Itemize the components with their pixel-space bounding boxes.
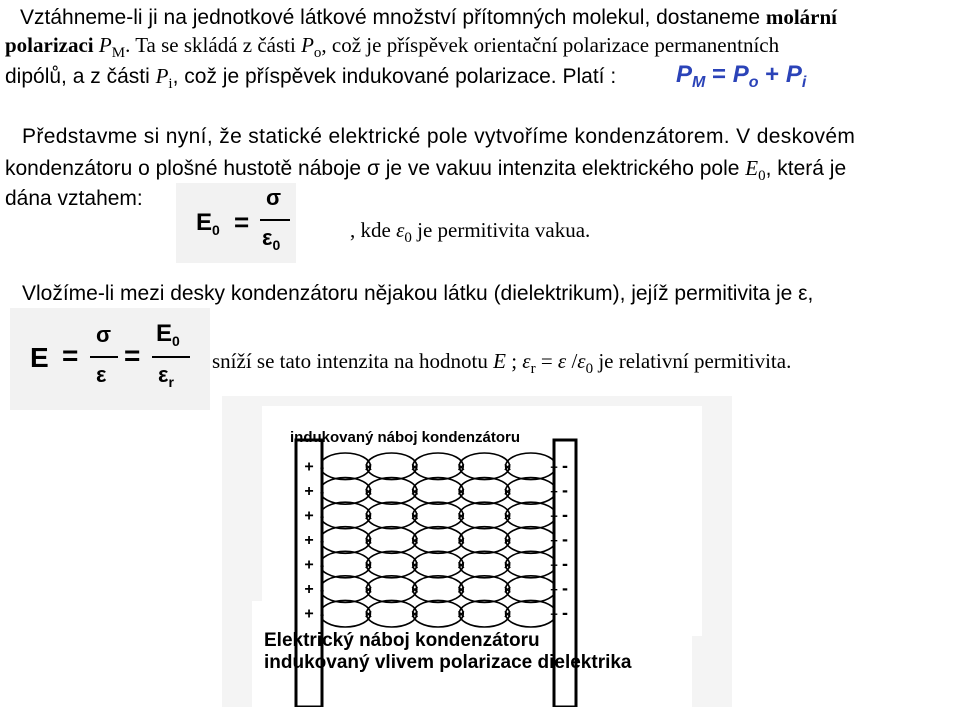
paragraph1-line3: dipólů, a z části $P_i$, což je příspěvek indukované polarizace. Platí : <box>5 64 617 92</box>
paragraph2-line2: kondenzátoru o plošné hustotě náboje σ je ve vakuu intenzita elektrického pole $E_0$, která je <box>5 156 847 184</box>
dipole-charge-marker: × <box>503 557 512 573</box>
right-plate-minus-sign: - <box>562 602 568 623</box>
dipole-charge-marker: + <box>550 557 558 573</box>
capacitor-svg <box>222 396 732 707</box>
dipole-charge-marker: + <box>550 606 558 622</box>
dipole-charge-marker: × <box>503 533 512 548</box>
left-plate-plus-sign: + <box>304 458 314 476</box>
dipole-charge-marker: + <box>550 508 558 524</box>
right-plate-minus-sign: - <box>562 479 568 500</box>
left-plate-plus-sign: + <box>304 581 314 599</box>
dipole-charge-marker: × <box>364 582 373 598</box>
dipole-charge-marker: + <box>550 582 558 598</box>
formula-e-image: E = σ ε = $E_0$ $\varepsilon_r$ <box>10 308 210 410</box>
dipole-charge-marker: × <box>411 508 419 524</box>
dipole-charge-marker: + <box>550 459 558 475</box>
dipole-charge-marker: × <box>457 533 465 548</box>
left-plate-plus-sign: + <box>304 605 314 623</box>
dipole-charge-marker: × <box>503 508 512 524</box>
dipole-charge-marker: × <box>364 483 373 499</box>
left-plate-plus-sign: + <box>304 507 314 525</box>
dipole-charge-marker: - <box>319 557 325 573</box>
dipole-charge-marker: - <box>319 582 325 598</box>
right-plate-minus-sign: - <box>562 553 568 574</box>
left-plate-plus-sign: + <box>304 532 314 549</box>
capacitor-charge-label: Elektrický náboj kondenzátoru <box>264 630 540 651</box>
dipole-charge-marker: × <box>457 606 465 622</box>
dipole-charge-marker: × <box>411 533 419 548</box>
induced-charge-label: indukovaný náboj kondenzátoru <box>290 429 521 446</box>
dipole-charge-marker: × <box>411 459 419 475</box>
dipole-charge-marker: × <box>411 557 419 573</box>
right-plate-minus-sign: - <box>562 578 568 599</box>
right-plate-minus-sign: - <box>562 455 568 476</box>
dipole-charge-marker: × <box>503 483 512 499</box>
dipole-charge-marker: - <box>319 606 325 622</box>
dielectric-capacitor-diagram <box>222 396 732 707</box>
polarization-charge-label: indukovaný vlivem polarizace dielektrika <box>264 652 632 673</box>
molar-polarization-formula: $P_M = P_o + P_i$ <box>676 61 807 91</box>
dipole-charge-marker: × <box>503 459 512 475</box>
paragraph1-line2: polarizaci $P_M$. Ta se skládá z části $P_o$, což je příspěvek orientační polarizace permanentních <box>5 33 780 61</box>
dipole-charge-marker: × <box>411 606 419 622</box>
dipole-charge-marker: × <box>411 483 419 499</box>
paragraph2-line3: dána vztahem: <box>5 187 143 210</box>
dipole-charge-marker: × <box>364 606 373 622</box>
dipole-charge-marker: × <box>457 582 465 598</box>
left-plate-plus-sign: + <box>304 556 314 574</box>
dipole-charge-marker: × <box>457 557 465 573</box>
paragraph3-line1: Vložíme-li mezi desky kondenzátoru nějakou látku (dielektrikum), jejíž permitivita je ε, <box>22 282 814 305</box>
dipole-charge-marker: × <box>457 508 465 524</box>
dipole-charge-marker: × <box>364 557 373 573</box>
permittivity-note: , kde $\varepsilon_0$ je permitivita vakua. <box>350 218 591 246</box>
formula-e0-image: $E_0$ = σ $\varepsilon_0$ <box>176 183 296 263</box>
right-plate-minus-sign: - <box>562 504 568 525</box>
dipole-charge-marker: + <box>550 483 558 499</box>
dipole-charge-marker: × <box>503 606 512 622</box>
dipole-charge-marker: × <box>411 582 419 598</box>
dipole-charge-marker: × <box>364 459 373 475</box>
dipole-charge-marker: - <box>319 508 325 524</box>
dipole-charge-marker: - <box>319 533 325 548</box>
paragraph1-line1: Vztáhneme-li ji na jednotkové látkové množství přítomných molekul, dostaneme molární <box>20 5 838 29</box>
dipole-charge-marker: - <box>319 483 325 499</box>
dipole-charge-marker: × <box>457 483 465 499</box>
dipole-charge-marker: × <box>457 459 465 475</box>
dipole-charge-marker: × <box>364 533 373 548</box>
dipole-charge-marker: - <box>319 459 325 475</box>
dipole-charge-marker: × <box>503 582 512 598</box>
paragraph3-line2: sníží se tato intenzita na hodnotu E ; $\varepsilon_r = \varepsilon$ $/\varepsilon_0$ je relativní permitivita. <box>212 349 792 377</box>
dipole-charge-marker: + <box>550 533 558 548</box>
left-plate-plus-sign: + <box>304 482 314 500</box>
dipole-charge-marker: × <box>364 508 373 524</box>
paragraph2-line1: Představme si nyní, že statické elektrické pole vytvoříme kondenzátorem. V deskovém <box>22 125 856 148</box>
right-plate-minus-sign: - <box>562 529 568 549</box>
